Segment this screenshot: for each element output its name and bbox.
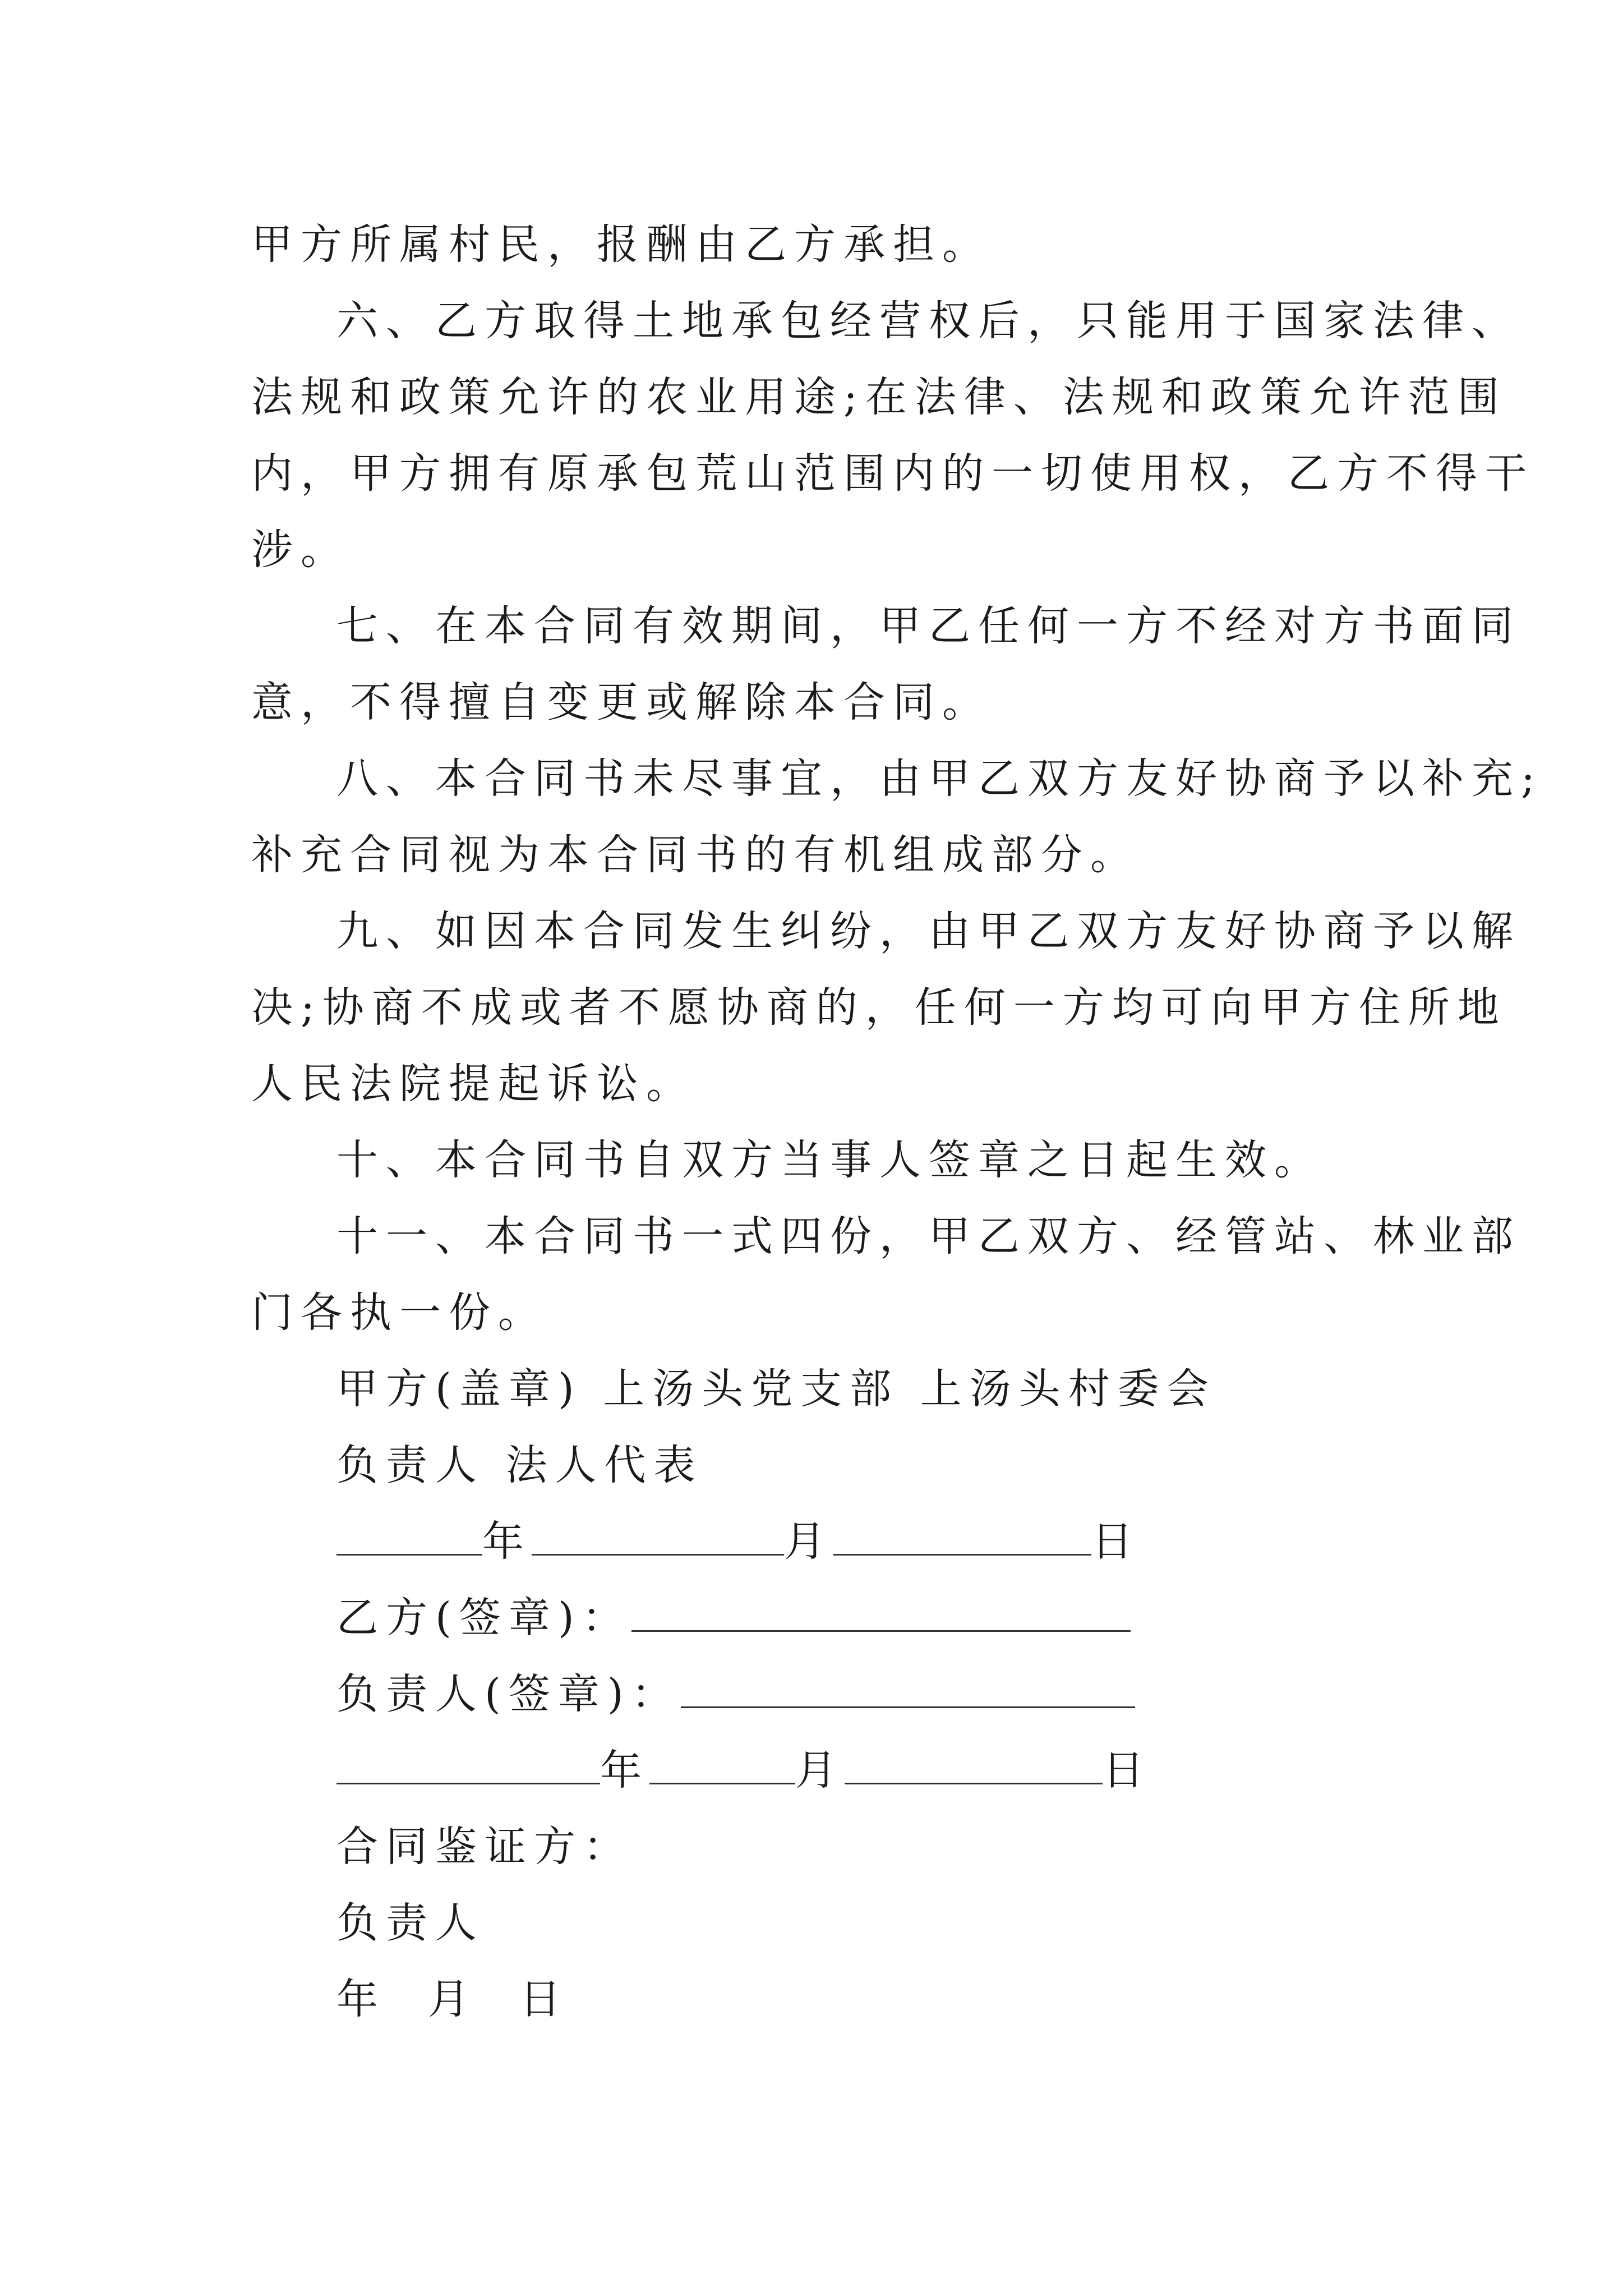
- party-b-signature-line: [336, 1590, 1131, 1646]
- clause-6-line-2: 法规和政策允许的农业用途;在法律、法规和政策允许范围: [251, 373, 1507, 421]
- month-blank: [649, 1743, 795, 1784]
- paragraph-line: 甲方所属村民，报酬由乙方承担。: [251, 220, 992, 269]
- clause-7-line-2: 意，不得擅自变更或解除本合同。: [251, 678, 992, 726]
- month-blank: [532, 1515, 784, 1556]
- year-blank: [336, 1515, 482, 1556]
- party-b-label: 乙方(签章)：: [336, 1594, 631, 1642]
- verifier-label: 合同鉴证方：: [336, 1823, 633, 1871]
- year-label: 年: [600, 1746, 649, 1795]
- party-b-blank: [631, 1591, 1131, 1632]
- verifier-date: 年 月 日: [336, 1975, 569, 2023]
- party-b-rep-signature-line: [336, 1666, 1135, 1722]
- clause-11-line-2: 门各执一份。: [251, 1289, 547, 1337]
- year-blank: [336, 1743, 600, 1784]
- clause-9-line-2: 决;协商不成或者不愿协商的，任何一方均可向甲方住所地: [251, 983, 1507, 1032]
- clause-9-line-1: 九、如因本合同发生纠纷，由甲乙双方友好协商予以解: [336, 907, 1521, 955]
- month-label: 月: [784, 1517, 833, 1566]
- day-blank: [845, 1743, 1103, 1784]
- party-b-rep-blank: [681, 1667, 1135, 1708]
- clause-8-line-1: 八、本合同书未尽事宜，由甲乙双方友好协商予以补充;: [336, 754, 1543, 803]
- party-b-rep-label: 负责人(签章)：: [336, 1670, 681, 1718]
- day-blank: [833, 1515, 1091, 1556]
- clause-6-line-4: 涉。: [251, 526, 350, 574]
- clause-6-line-1: 六、乙方取得土地承包经营权后，只能用于国家法律、: [336, 297, 1521, 345]
- clause-6-line-3: 内，甲方拥有原承包荒山范围内的一切使用权，乙方不得干: [251, 449, 1534, 498]
- clause-9-line-3: 人民法院提起诉讼。: [251, 1060, 695, 1108]
- clause-8-line-2: 补充合同视为本合同书的有机组成部分。: [251, 831, 1140, 879]
- year-label: 年: [482, 1517, 532, 1566]
- party-a-seal: 甲方(盖章) 上汤头党支部 上汤头村委会: [336, 1365, 1216, 1413]
- party-b-date-line: [336, 1742, 1152, 1798]
- clause-11-line-1: 十一、本合同书一式四份，甲乙双方、经管站、林业部: [336, 1212, 1521, 1260]
- clause-10-line-1: 十、本合同书自双方当事人签章之日起生效。: [336, 1136, 1324, 1184]
- party-a-representatives: 负责人 法人代表: [336, 1441, 703, 1489]
- month-label: 月: [795, 1746, 845, 1795]
- verifier-representative: 负责人: [336, 1899, 485, 1947]
- day-label: 日: [1103, 1746, 1152, 1795]
- party-a-date-line: [336, 1513, 1141, 1570]
- day-label: 日: [1091, 1517, 1141, 1566]
- clause-7-line-1: 七、在本合同有效期间，甲乙任何一方不经对方书面同: [336, 602, 1521, 650]
